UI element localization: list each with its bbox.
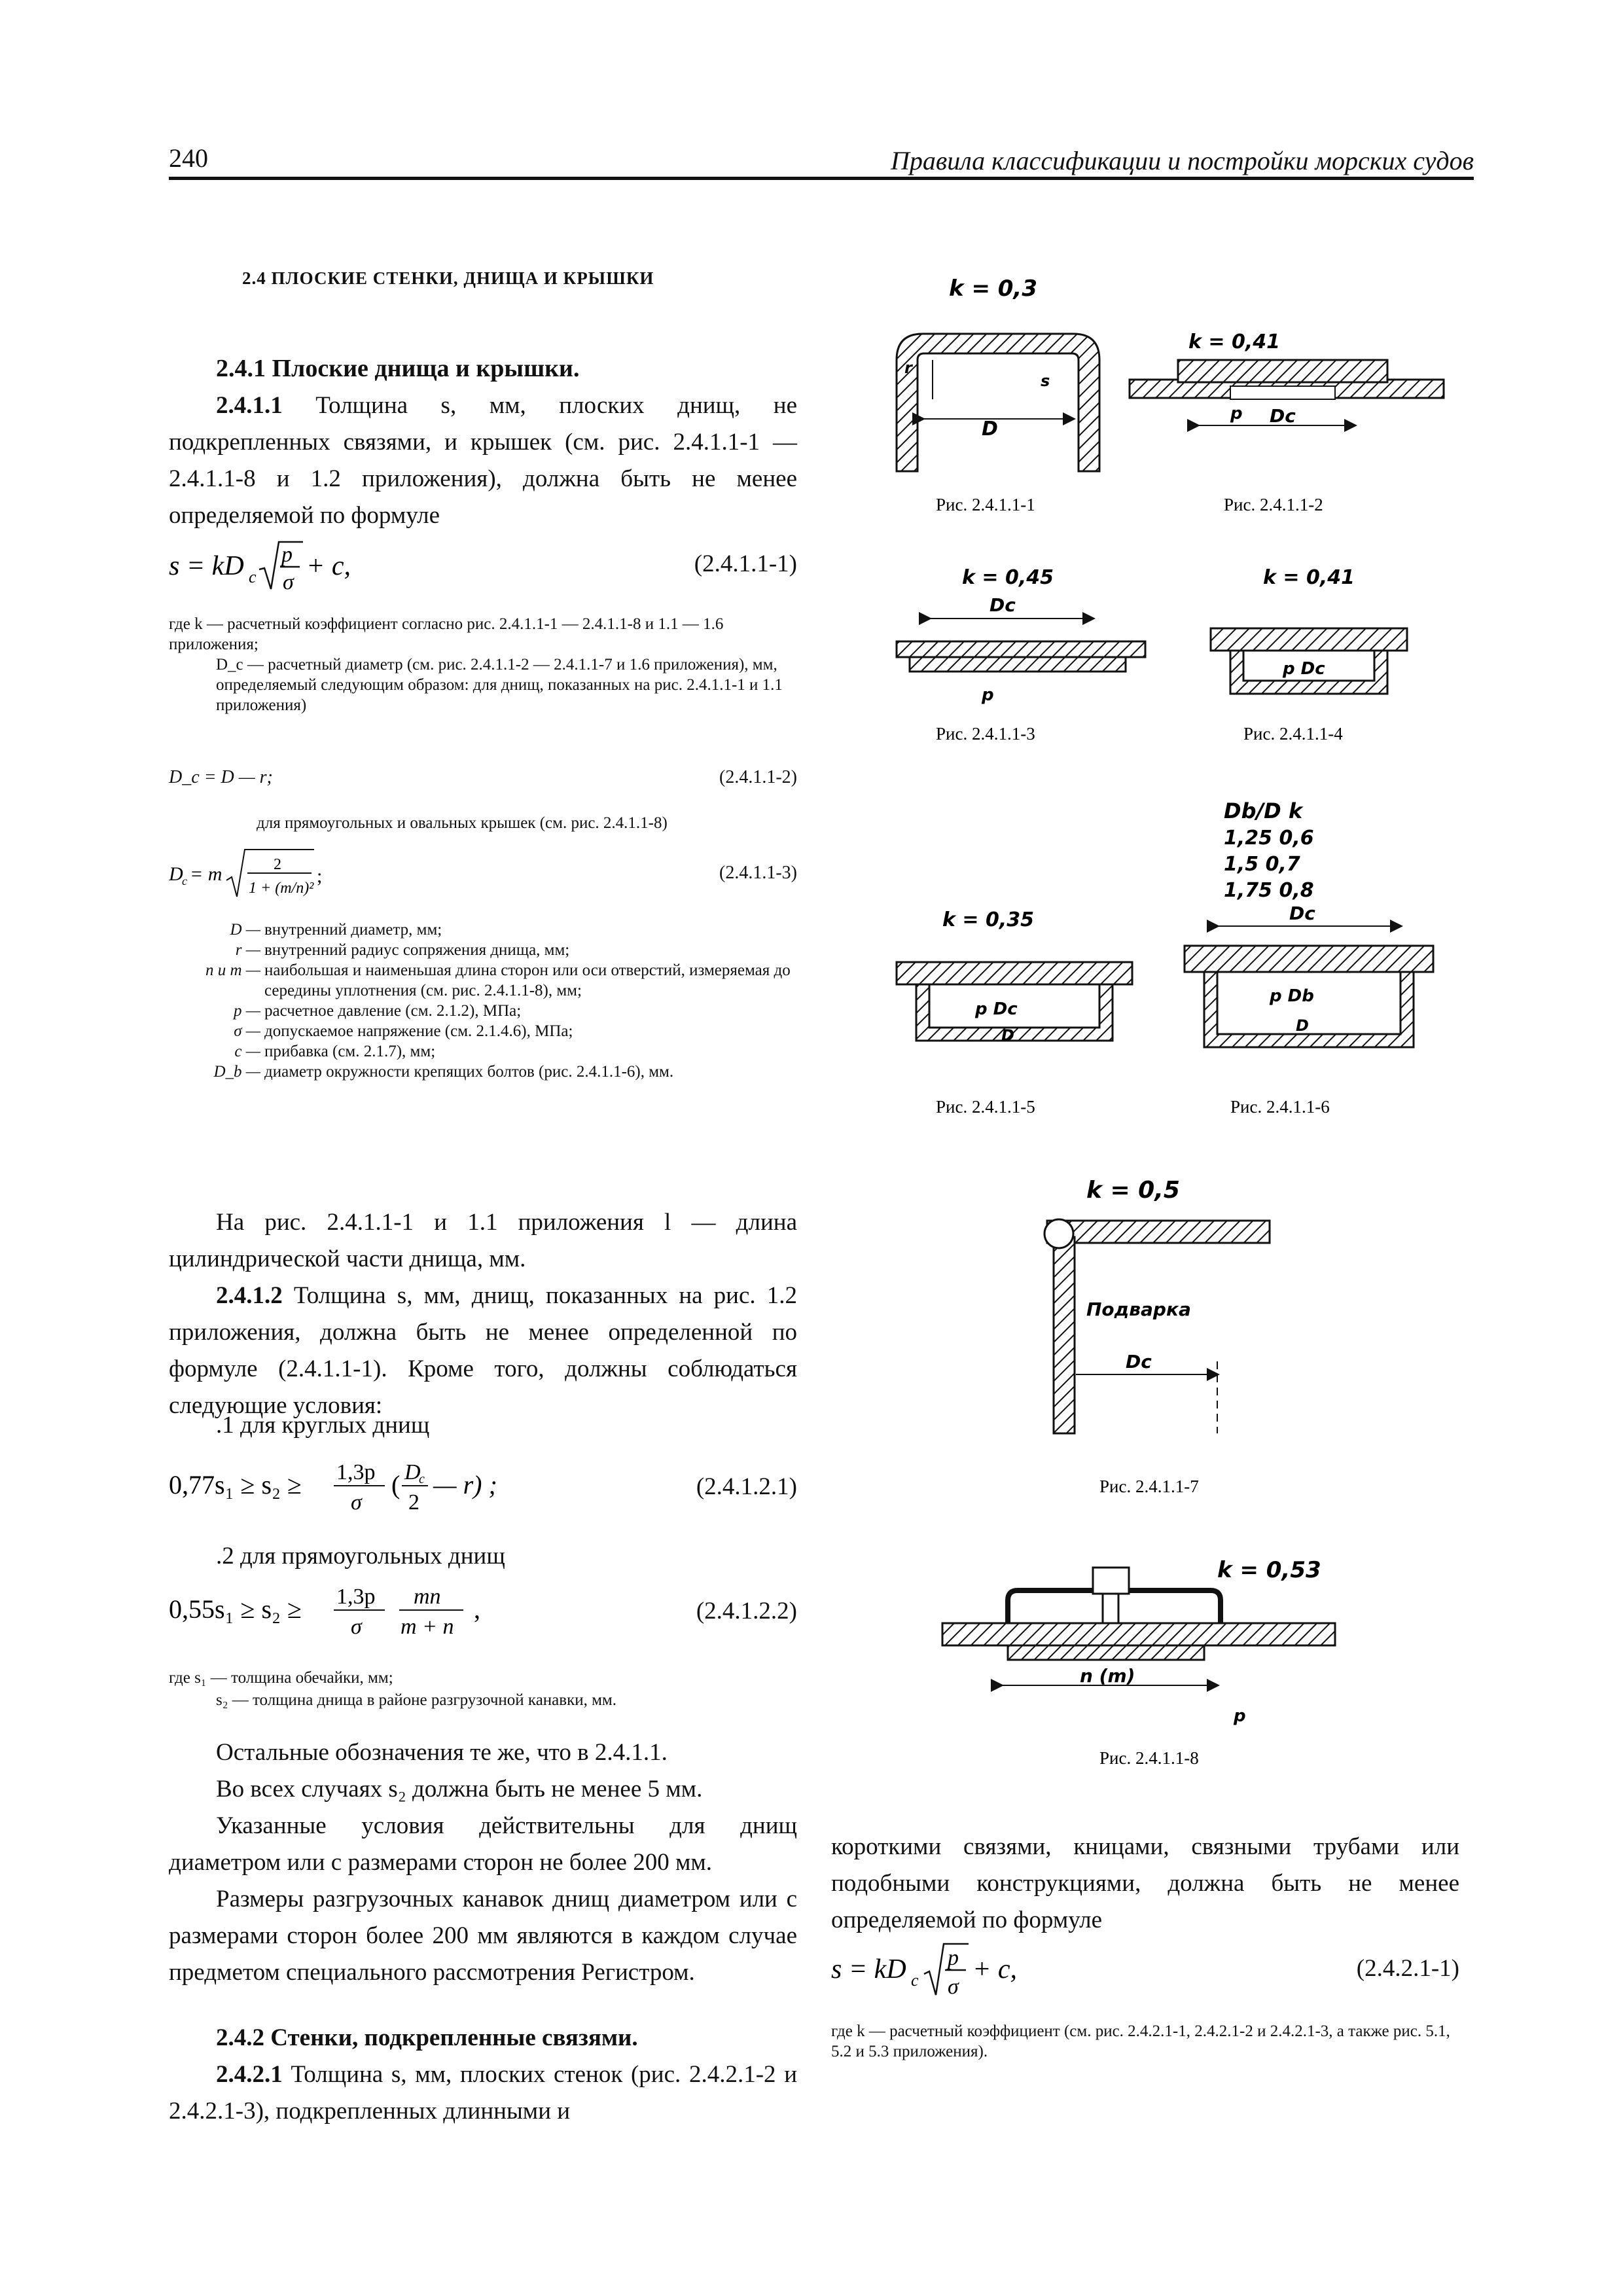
svg-text:p: p	[281, 543, 293, 567]
figure-2-4-1-1-8	[942, 1557, 1335, 1767]
svg-text:σ: σ	[948, 1975, 959, 1999]
svg-text:D: D	[1001, 1026, 1014, 1045]
fig3-k-label: k = 0,45	[962, 566, 1054, 589]
rect-note: для прямоугольных и овальных крышек (см. рис. 2.4.1.1-8)	[257, 814, 668, 832]
svg-text:D: D	[169, 863, 183, 885]
fig4-caption: Рис. 2.4.1.1-4	[1243, 724, 1343, 744]
svg-text:+ c,: + c,	[306, 551, 351, 581]
formula-6-svg	[831, 1939, 1158, 2004]
fig5-k-label: k = 0,35	[942, 908, 1034, 931]
formula-text: D_c = D — r;	[169, 767, 273, 787]
svg-text:D: D	[1296, 1016, 1309, 1035]
fig6-row: 1,75 0,8	[1224, 879, 1314, 902]
paragraph-2-4-2-1	[169, 2056, 797, 2130]
definition-row: c — прибавка (см. 2.1.7), мм;	[234, 1043, 436, 1060]
paragraph-2-4-1-2	[169, 1278, 797, 1424]
svg-text:(: (	[391, 1470, 401, 1499]
condition-1: .1 для круглых днищ	[216, 1412, 430, 1439]
formula-2-4-2-1-1	[831, 1939, 1459, 2004]
svg-text:c: c	[911, 1971, 919, 1990]
svg-text:s = kD: s = kD	[169, 551, 244, 581]
fig6-table-head: Db/D k	[1224, 798, 1303, 823]
svg-text:— r) ;: — r) ;	[433, 1470, 497, 1499]
fig6-caption: Рис. 2.4.1.1-6	[1230, 1097, 1330, 1117]
svg-text:c: c	[182, 874, 187, 888]
svg-text:Dc: Dc	[1126, 1351, 1152, 1372]
fig2-k-label: k = 0,41	[1188, 331, 1280, 353]
svg-text:c: c	[249, 567, 257, 586]
formula-number: (2.4.1.2.1)	[696, 1473, 797, 1500]
svg-text:2: 2	[274, 856, 281, 873]
figure-2-4-1-1-4	[1211, 566, 1407, 744]
svg-text:m + n: m + n	[401, 1615, 454, 1639]
svg-text:σ: σ	[351, 1490, 362, 1515]
figure-2-4-1-1-6	[1185, 903, 1433, 1117]
figure-6-table	[1224, 798, 1314, 902]
header-rule	[169, 177, 1474, 180]
svg-text:2: 2	[408, 1490, 419, 1515]
fig8-k-label: k = 0,53	[1217, 1557, 1321, 1583]
fig6-row: 1,5 0,7	[1224, 853, 1300, 876]
formula-number: (2.4.1.1-3)	[719, 863, 797, 883]
svg-text:p: p	[1230, 404, 1243, 423]
definition-row: σ — допускаемое напряжение (см. 2.1.4.6), МПа;	[234, 1022, 573, 1040]
fig4-k-label: k = 0,41	[1263, 566, 1355, 589]
fig8-nm-label: n (m)	[1080, 1665, 1135, 1687]
definition-row: p — расчетное давление (см. 2.1.2), МПа;	[234, 1002, 522, 1020]
formula-2-4-1-2-2	[169, 1577, 797, 1643]
svg-text:s = kD: s = kD	[831, 1954, 906, 1984]
svg-text:p Dc: p Dc	[975, 999, 1018, 1019]
svg-text:p: p	[1234, 1706, 1246, 1726]
definition-row: n и m — наибольшая и наименьшая длина сторон или оси отверстий, измеряемая до середины уплотнения (см. рис. 2.4.1.1-8), мм;	[205, 961, 791, 999]
rest-1: Остальные обозначения те же, что в 2.4.1.1.	[216, 1739, 668, 1766]
svg-text:,: ,	[474, 1594, 480, 1624]
definition-row: D — внутренний диаметр, мм;	[230, 921, 442, 939]
svg-text:= m: = m	[190, 863, 223, 885]
formula-number: (2.4.1.1-1)	[694, 550, 797, 577]
svg-text:0,77s₁ ≥ s₂ ≥: 0,77s₁ ≥ s₂ ≥	[169, 1470, 302, 1499]
svg-text:c: c	[419, 1472, 425, 1486]
right-paragraph: короткими связями, кницами, связными трубами или подобными конструкциями, должна быть не менее определяемой по формуле	[831, 1833, 1459, 1933]
paragraph-l: На рис. 2.4.1.1-1 и 1.1 приложения l — длина цилиндрической части днища, мм.	[169, 1209, 797, 1272]
formula-number: (2.4.2.1-1)	[1356, 1955, 1459, 1982]
svg-text:s: s	[1041, 372, 1050, 390]
fig7-weld-label: Подварка	[1086, 1299, 1191, 1320]
definitions-list	[169, 920, 797, 1082]
rest-3: Указанные условия действительны для днищ диаметром или с размерами сторон не более 200 мм.	[169, 1812, 797, 1876]
svg-text:p Dc: p Dc	[1283, 659, 1325, 679]
svg-text:;: ;	[317, 865, 323, 887]
svg-text:Dc: Dc	[1289, 903, 1315, 924]
svg-text:p Db: p Db	[1270, 986, 1314, 1006]
clause-text: Толщина s, мм, плоских днищ, не подкрепленных связями, и крышек (см. рис. 2.4.1.1-1 — 2.4.1.1-8 и 1.2 приложения), должна быть не менее определяемой по формуле	[169, 392, 798, 529]
formula-5-svg	[169, 1577, 535, 1643]
subsection-2-4-2: 2.4.2 Стенки, подкрепленные связями.	[216, 2024, 638, 2051]
svg-text:r: r	[904, 359, 912, 377]
fig1-k-label: k = 0,3	[949, 276, 1038, 302]
where-s1: где s₁ — толщина обечайки, мм;	[169, 1669, 393, 1687]
formula-2-4-1-1-1	[169, 537, 797, 594]
svg-text:1,3p: 1,3p	[336, 1460, 376, 1484]
fig8-caption: Рис. 2.4.1.1-8	[1099, 1748, 1199, 1767]
fig1-caption: Рис. 2.4.1.1-1	[936, 495, 1035, 514]
figures-panel	[812, 262, 1479, 1767]
svg-text:Dc: Dc	[990, 594, 1016, 616]
where-k: где k — расчетный коэффициент согласно рис. 2.4.1.1-1 — 2.4.1.1-8 и 1.1 — 1.6 приложения;	[169, 615, 724, 653]
subsection-heading: 2.4.1 Плоские днища и крышки.	[216, 355, 580, 382]
where-dc: D_c — расчетный диаметр (см. рис. 2.4.1.1-2 — 2.4.1.1-7 и 1.6 приложения), мм, определяемый следующим образом: для днищ, показанных на рис. 2.4.1.1-1 и 1.1 приложения)	[216, 656, 783, 714]
fig2-caption: Рис. 2.4.1.1-2	[1224, 495, 1323, 514]
clause-text: Толщина s, мм, плоских стенок (рис. 2.4.2.1-2 и 2.4.2.1-3), подкрепленных длинными и	[169, 2061, 797, 2125]
svg-text:1 + (m/n)²: 1 + (m/n)²	[249, 880, 314, 897]
formula-3-svg	[169, 844, 431, 903]
svg-text:p: p	[948, 1946, 959, 1970]
rest-4: Размеры разгрузочных канавок днищ диаметром или с размерами сторон более 200 мм являются в каждом случае предметом специального рассмотрения Регистром.	[169, 1886, 797, 1986]
rest-2: Во всех случаях s₂ должна быть не менее 5 мм.	[216, 1776, 703, 1803]
section-heading: 2.4 ПЛОСКИЕ СТЕНКИ, ДНИЩА И КРЫШКИ	[242, 268, 654, 288]
clause-number: 2.4.1.1	[216, 392, 283, 419]
formula-2-4-1-1-2	[169, 767, 797, 793]
svg-text:+ c,: + c,	[972, 1954, 1017, 1984]
svg-text:p: p	[982, 685, 994, 705]
fig5-caption: Рис. 2.4.1.1-5	[936, 1097, 1035, 1117]
svg-text:σ: σ	[351, 1615, 362, 1639]
running-title: Правила классификации и постройки морских судов	[890, 146, 1474, 175]
definition-row: D_b — диаметр окружности крепящих болтов (рис. 2.4.1.1-6), мм.	[213, 1063, 674, 1081]
fig7-k-label: k = 0,5	[1086, 1177, 1180, 1204]
figure-2-4-1-1-3	[897, 566, 1145, 744]
paragraph-2-4-1-1	[169, 387, 797, 534]
condition-2: .2 для прямоугольных днищ	[216, 1543, 505, 1570]
where-s2: s₂ — толщина днища в районе разгрузочной канавки, мм.	[216, 1691, 616, 1709]
figure-2-4-1-1-1	[897, 276, 1099, 514]
formula-number: (2.4.1.2.2)	[696, 1598, 797, 1624]
svg-text:D: D	[404, 1460, 421, 1484]
formula-number: (2.4.1.1-2)	[719, 767, 797, 787]
svg-text:Dc: Dc	[1270, 405, 1296, 427]
clause-number: 2.4.2.1	[216, 2061, 283, 2088]
formula-2-4-1-1-3	[169, 844, 797, 903]
formula-1-svg	[169, 537, 496, 596]
svg-text:σ: σ	[283, 570, 294, 594]
svg-text:D: D	[982, 418, 998, 440]
fig7-caption: Рис. 2.4.1.1-7	[1099, 1477, 1199, 1496]
clause-number: 2.4.1.2	[216, 1282, 283, 1309]
where-k-2: где k — расчетный коэффициент (см. рис. 2.4.2.1-1, 2.4.2.1-2 и 2.4.2.1-3, а также рис. 5.1, 5.2 и 5.3 приложения).	[831, 2022, 1450, 2060]
figure-2-4-1-1-2	[1130, 331, 1444, 514]
figure-2-4-1-1-7	[1044, 1177, 1270, 1496]
figure-2-4-1-1-5	[897, 908, 1132, 1117]
page-number: 240	[169, 143, 208, 173]
clause-text: Толщина s, мм, днищ, показанных на рис. 1.2 приложения, должна быть не менее определенной по формуле (2.4.1.1-1). Кроме того, должны соблюдаться следующие условия:	[169, 1282, 797, 1419]
formula-2-4-1-2-1	[169, 1453, 797, 1518]
svg-text:mn: mn	[414, 1585, 441, 1609]
fig3-caption: Рис. 2.4.1.1-3	[936, 724, 1035, 744]
svg-text:0,55s₁ ≥ s₂ ≥: 0,55s₁ ≥ s₂ ≥	[169, 1594, 302, 1624]
svg-text:1,3p: 1,3p	[336, 1585, 376, 1609]
definition-row: r — внутренний радиус сопряжения днища, мм;	[235, 941, 570, 959]
fig6-row: 1,25 0,6	[1224, 827, 1314, 850]
formula-4-svg	[169, 1453, 535, 1518]
